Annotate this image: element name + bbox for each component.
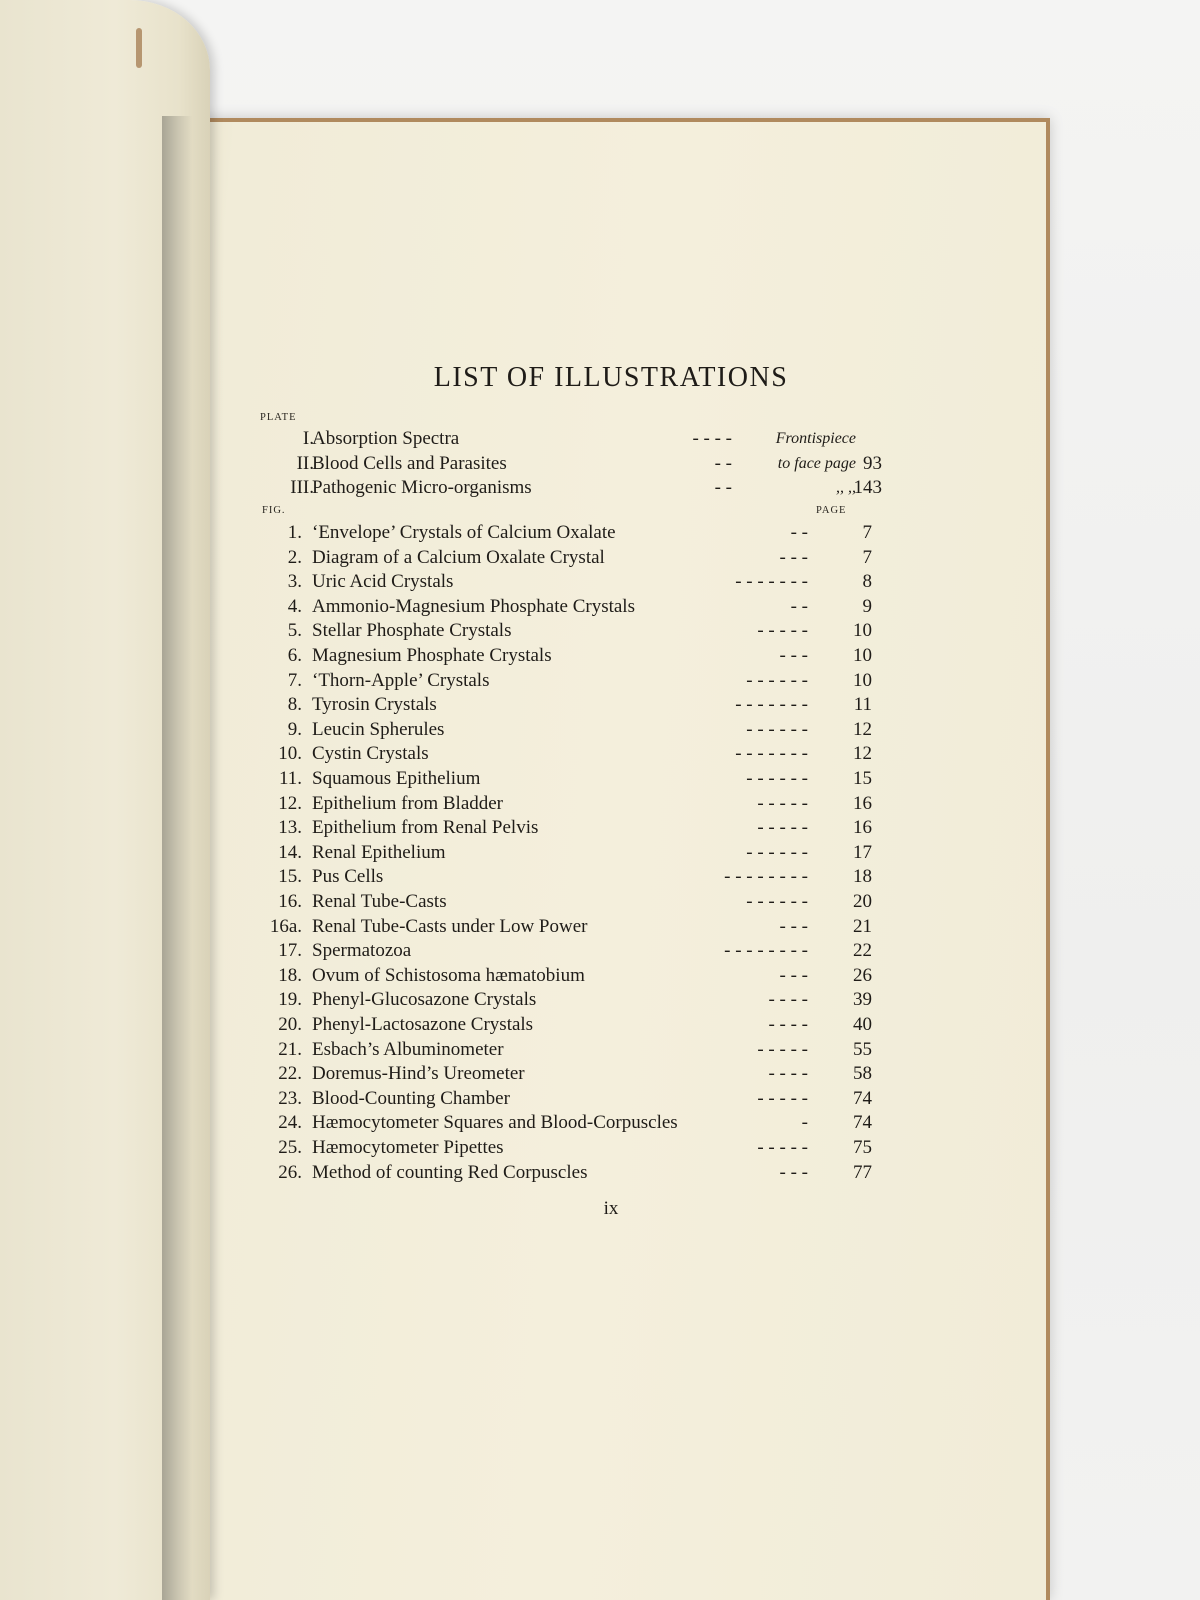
figure-title: Uric Acid Crystals (312, 571, 454, 593)
figure-title: Ammonio-Magnesium Phosphate Crystals (312, 595, 635, 617)
figure-page-number: 74 (853, 1087, 872, 1109)
figure-title: Blood-Counting Chamber (312, 1087, 510, 1109)
figure-page-number: 12 (853, 718, 872, 740)
figure-number: 1. (287, 522, 302, 543)
figure-number: 15. (278, 866, 302, 888)
figure-row (262, 866, 872, 892)
figure-number: 26. (278, 1161, 302, 1183)
page-title: LIST OF ILLUSTRATIONS (433, 362, 789, 393)
figure-row (262, 940, 872, 966)
figure-title: Epithelium from Renal Pelvis (312, 817, 539, 839)
plate-title: Absorption Spectra (312, 428, 460, 449)
plate-row (262, 477, 882, 503)
leader-dots: - - - - - (757, 1038, 808, 1060)
figure-page-number: 26 (853, 964, 872, 986)
figure-title: Phenyl-Glucosazone Crystals (312, 989, 537, 1011)
figure-number: 16. (278, 891, 302, 912)
leader-dots: - - - - - - - - (724, 866, 808, 888)
page-tear-mark (136, 28, 142, 68)
figure-number: 25. (278, 1137, 302, 1158)
leader-dots: - - (790, 522, 808, 543)
figure-row (262, 1088, 872, 1114)
figure-number: 18. (278, 964, 302, 986)
plate-page-number: 143 (853, 477, 882, 498)
leader-dots: - - - (779, 546, 808, 568)
figure-page-number: 77 (853, 1161, 872, 1183)
figure-row (262, 670, 872, 696)
figure-page-number: 7 (862, 546, 872, 568)
figure-title: Pus Cells (312, 866, 384, 888)
figure-page-number: 10 (853, 669, 872, 691)
leader-dots: - - - - - (757, 1087, 808, 1109)
leader-dots: - - - - - - - (735, 743, 808, 765)
figure-number: 24. (278, 1112, 302, 1134)
plate-page-note: to face page (777, 454, 856, 472)
figure-title: Tyrosin Crystals (312, 694, 437, 716)
leader-dots: - - - - - - (746, 841, 808, 863)
figure-row (262, 743, 872, 769)
leader-dots: - - - (779, 915, 808, 937)
leader-dots: - - - - - (757, 817, 808, 839)
figure-page-number: 58 (853, 1063, 872, 1085)
figure-number: 9. (287, 718, 302, 740)
figure-number: 6. (287, 645, 302, 666)
figure-row (262, 989, 872, 1015)
figure-title: Magnesium Phosphate Crystals (312, 645, 552, 666)
figure-number: 2. (287, 546, 302, 568)
figure-number: 13. (278, 817, 302, 839)
leader-dots: - - - (779, 645, 808, 666)
figure-number: 22. (278, 1063, 302, 1085)
figure-page-number: 40 (853, 1014, 872, 1035)
plate-page-number: 93 (863, 452, 882, 474)
figure-row (262, 596, 872, 622)
figure-number: 23. (278, 1087, 302, 1109)
plate-column-label: PLATE (260, 412, 297, 423)
figure-title: Ovum of Schistosoma hæmatobium (312, 964, 585, 986)
leader-dots: - - (714, 477, 732, 498)
leader-dots: - - - - - (757, 1137, 808, 1158)
leader-dots: - - (790, 595, 808, 617)
figure-page-number: 11 (853, 694, 872, 716)
plate-page-note: ,, ,, (836, 479, 856, 496)
figure-row (262, 571, 872, 597)
figure-row (262, 1063, 872, 1089)
figure-title: Hæmocytometer Pipettes (312, 1137, 504, 1158)
leader-dots: - - - - (768, 989, 808, 1011)
figure-page-number: 75 (853, 1137, 872, 1158)
figure-row (262, 768, 872, 794)
leader-dots: - - - - (768, 1063, 808, 1085)
figure-title: Hæmocytometer Squares and Blood-Corpuscles (312, 1112, 678, 1134)
figure-page-number: 10 (853, 645, 872, 666)
figure-title: Renal Tube-Casts (312, 891, 447, 912)
figure-row (262, 522, 872, 548)
figure-title: Renal Tube-Casts under Low Power (312, 915, 588, 937)
figure-row (262, 1014, 872, 1040)
book-gutter-shadow (162, 116, 192, 1600)
figure-number: 21. (278, 1038, 302, 1060)
figure-number: 12. (278, 792, 302, 814)
figure-page-number: 74 (853, 1112, 872, 1134)
leader-dots: - - - - - - - (735, 694, 808, 716)
figure-title: Leucin Spherules (312, 718, 445, 740)
plate-title: Pathogenic Micro-organisms (312, 477, 532, 498)
figure-page-number: 39 (853, 989, 872, 1011)
leader-dots: - - - - - (757, 620, 808, 642)
figure-row (262, 1112, 872, 1138)
figure-number: 19. (278, 989, 302, 1011)
page-column-label: PAGE (816, 505, 847, 516)
leader-dots: - - - (779, 964, 808, 986)
figure-title: ‘Envelope’ Crystals of Calcium Oxalate (312, 522, 616, 543)
figure-row (262, 1162, 872, 1188)
figure-number: 14. (278, 841, 302, 863)
figure-number: 8. (287, 694, 302, 716)
figure-page-number: 55 (853, 1038, 872, 1060)
leader-dots: - (801, 1112, 808, 1134)
figure-title: Epithelium from Bladder (312, 792, 504, 814)
figure-title: Method of counting Red Corpuscles (312, 1161, 588, 1183)
figure-number: 5. (287, 620, 302, 642)
figure-title: Phenyl-Lactosazone Crystals (312, 1014, 534, 1035)
plate-number: I. (302, 428, 314, 449)
leader-dots: - - (714, 452, 732, 474)
figure-page-number: 18 (853, 866, 872, 888)
figure-row (262, 1137, 872, 1163)
page-folio: ix (603, 1198, 619, 1219)
plate-row (262, 428, 882, 454)
plate-row (262, 453, 882, 479)
figure-page-number: 12 (853, 743, 872, 765)
figure-page-number: 9 (862, 595, 872, 617)
figure-number: 20. (278, 1014, 302, 1035)
figure-row (262, 817, 872, 843)
figure-page-number: 16 (853, 817, 872, 839)
figure-number: 11. (278, 768, 302, 789)
leader-dots: - - - (779, 1161, 808, 1183)
figure-row (262, 694, 872, 720)
figure-page-number: 7 (862, 522, 872, 543)
book-page (176, 122, 1046, 1600)
figure-row (262, 547, 872, 573)
figure-row (262, 719, 872, 745)
figure-title: Doremus-Hind’s Ureometer (312, 1063, 525, 1085)
figure-number: 17. (278, 940, 302, 962)
figure-number: 10. (278, 743, 302, 765)
figure-title: Esbach’s Albuminometer (312, 1038, 504, 1060)
figure-number: 3. (287, 571, 302, 593)
figure-page-number: 20 (853, 891, 872, 912)
figure-row (262, 620, 872, 646)
plate-page-note: Frontispiece (775, 430, 856, 447)
figure-page-number: 8 (862, 571, 872, 593)
figure-title: Diagram of a Calcium Oxalate Crystal (312, 546, 605, 568)
figure-title: Squamous Epithelium (312, 768, 481, 789)
figure-row (262, 793, 872, 819)
figure-row (262, 891, 872, 917)
plate-number: II. (296, 452, 314, 474)
leader-dots: - - - - - - - (735, 571, 808, 593)
figure-page-number: 22 (853, 940, 872, 962)
page-content (176, 122, 1046, 1600)
figure-page-number: 10 (853, 620, 872, 642)
figure-row (262, 965, 872, 991)
figure-number: 16a. (269, 915, 302, 937)
fig-column-label: FIG. (262, 505, 286, 516)
leader-dots: - - - - - - (746, 669, 808, 691)
figure-title: Cystin Crystals (312, 743, 429, 765)
figure-number: 7. (287, 669, 302, 691)
figure-row (262, 1039, 872, 1065)
figure-row (262, 916, 872, 942)
leader-dots: - - - - - - (746, 768, 808, 789)
leader-dots: - - - - (768, 1014, 808, 1035)
leader-dots: - - - - - - (746, 891, 808, 912)
leader-dots: - - - - - (757, 792, 808, 814)
figure-page-number: 16 (853, 792, 872, 814)
figure-page-number: 17 (853, 841, 872, 863)
figure-title: ‘Thorn-Apple’ Crystals (312, 669, 490, 691)
figure-number: 4. (287, 595, 302, 617)
figure-title: Stellar Phosphate Crystals (312, 620, 512, 642)
figure-title: Renal Epithelium (312, 841, 446, 863)
leader-dots: - - - - (692, 428, 732, 449)
figure-page-number: 15 (853, 768, 872, 789)
figure-page-number: 21 (853, 915, 872, 937)
leader-dots: - - - - - - - - (724, 940, 808, 962)
plate-number: III. (290, 477, 314, 498)
figure-title: Spermatozoa (312, 940, 412, 962)
leader-dots: - - - - - - (746, 718, 808, 740)
plate-title: Blood Cells and Parasites (312, 452, 507, 474)
figure-row (262, 645, 872, 671)
figure-row (262, 842, 872, 868)
